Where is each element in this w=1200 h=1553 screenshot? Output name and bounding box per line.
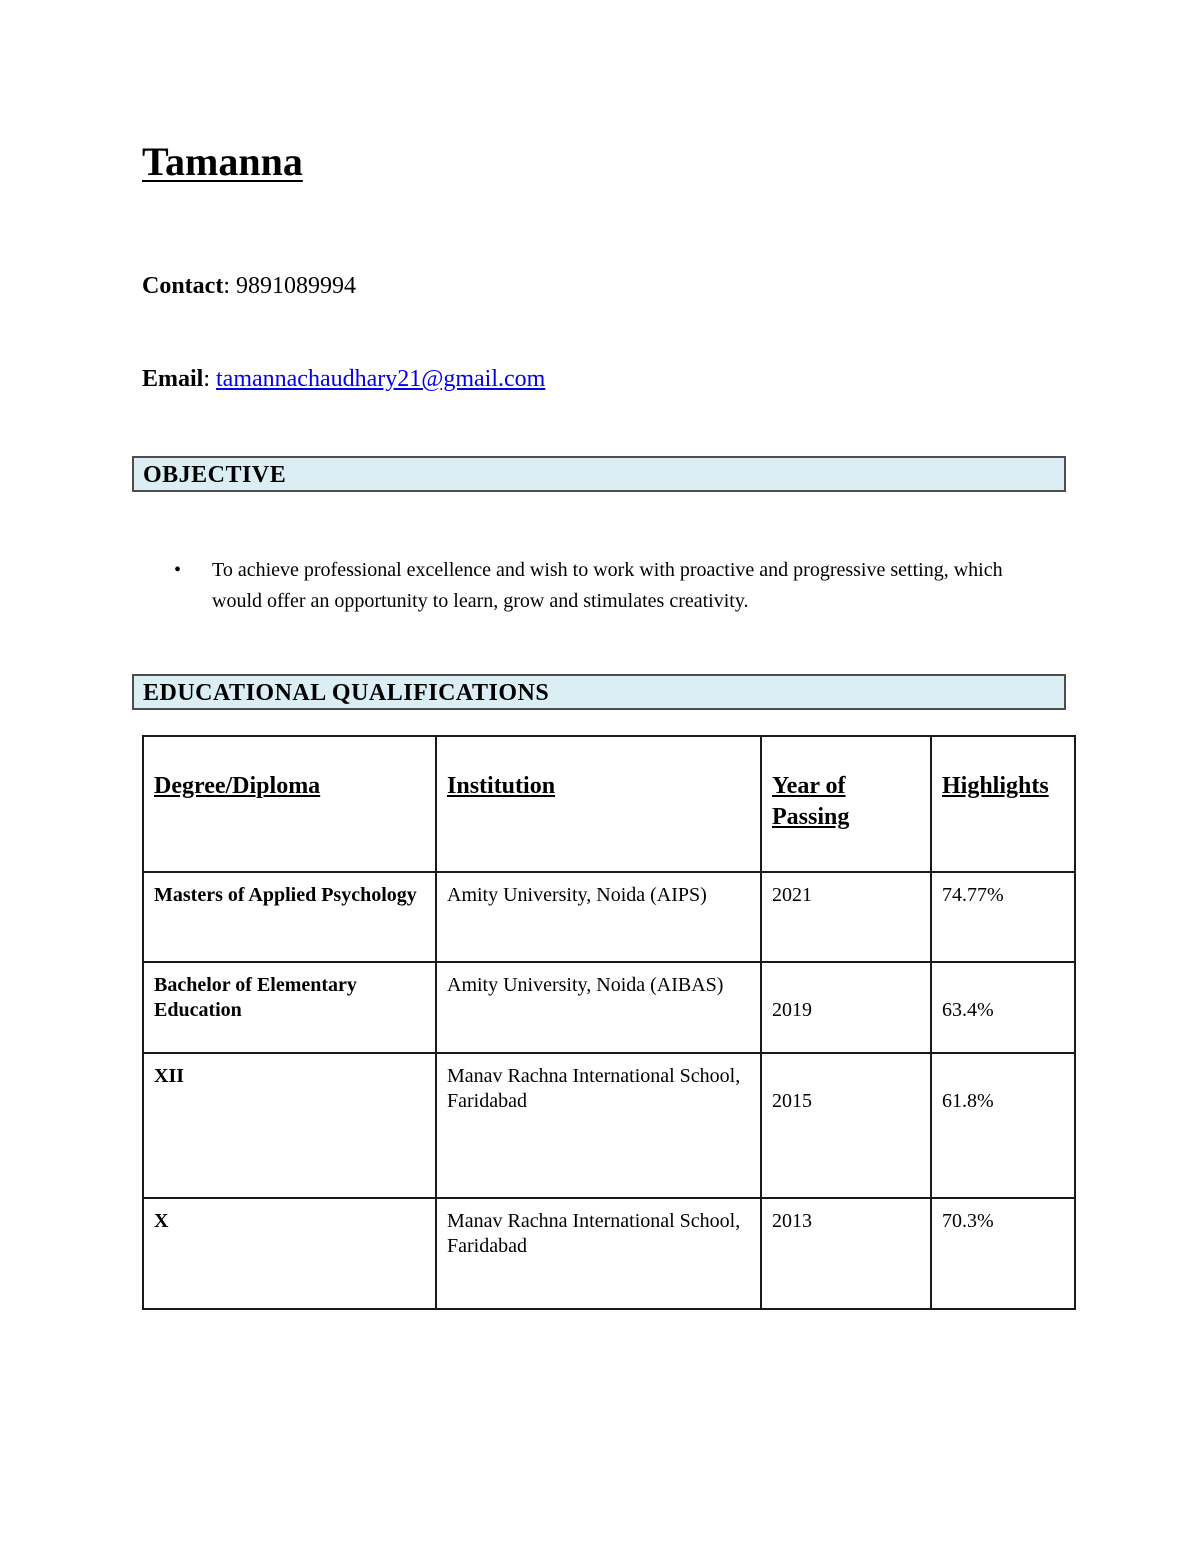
cell-year: 2013 [761, 1198, 931, 1309]
cell-highlight: 74.77% [931, 872, 1075, 962]
header-degree: Degree/Diploma [143, 736, 436, 872]
objective-title: OBJECTIVE [143, 462, 287, 488]
table-row [143, 1198, 1075, 1309]
email-label: Email [142, 366, 204, 392]
objective-section-header [132, 456, 1066, 492]
header-year: Year of Passing [761, 736, 931, 872]
objective-item [174, 555, 1034, 617]
table-row [143, 1053, 1075, 1198]
email-link[interactable]: tamannachaudhary21@gmail.com [216, 366, 546, 392]
contact-label: Contact [142, 273, 224, 299]
cell-degree: XII [143, 1053, 436, 1198]
cell-year: 2019 [761, 962, 931, 1053]
candidate-name: Tamanna [142, 139, 303, 184]
cell-highlight: 63.4% [931, 962, 1075, 1053]
contact-line: Contact: 9891089994 [142, 273, 356, 299]
contact-phone: 9891089994 [236, 273, 356, 299]
cell-institution: Manav Rachna International School, Faridabad [436, 1198, 761, 1309]
cell-highlight: 70.3% [931, 1198, 1075, 1309]
cell-year: 2015 [761, 1053, 931, 1198]
table-row [143, 872, 1075, 962]
cell-degree: X [143, 1198, 436, 1309]
header-highlights: Highlights [931, 736, 1075, 872]
education-title: EDUCATIONAL QUALIFICATIONS [143, 680, 550, 706]
cell-degree: Bachelor of Elementary Education [143, 962, 436, 1053]
email-line: Email: tamannachaudhary21@gmail.com [142, 366, 546, 392]
cell-institution: Amity University, Noida (AIBAS) [436, 962, 761, 1053]
cell-institution: Amity University, Noida (AIPS) [436, 872, 761, 962]
cell-year: 2021 [761, 872, 931, 962]
header-institution: Institution [436, 736, 761, 872]
bullet-icon: • [174, 559, 182, 581]
cell-institution: Manav Rachna International School, Faridabad [436, 1053, 761, 1198]
table-header-row [143, 736, 1075, 872]
education-section-header [132, 674, 1066, 710]
table-row [143, 962, 1075, 1053]
cell-degree: Masters of Applied Psychology [143, 872, 436, 962]
objective-text: To achieve professional excellence and wish to work with proactive and progressive setting, which would offer an opportunity to learn, grow and stimulates creativity. [212, 559, 1003, 612]
objective-list [174, 555, 1034, 617]
cell-highlight: 61.8% [931, 1053, 1075, 1198]
education-table [142, 735, 1076, 1310]
